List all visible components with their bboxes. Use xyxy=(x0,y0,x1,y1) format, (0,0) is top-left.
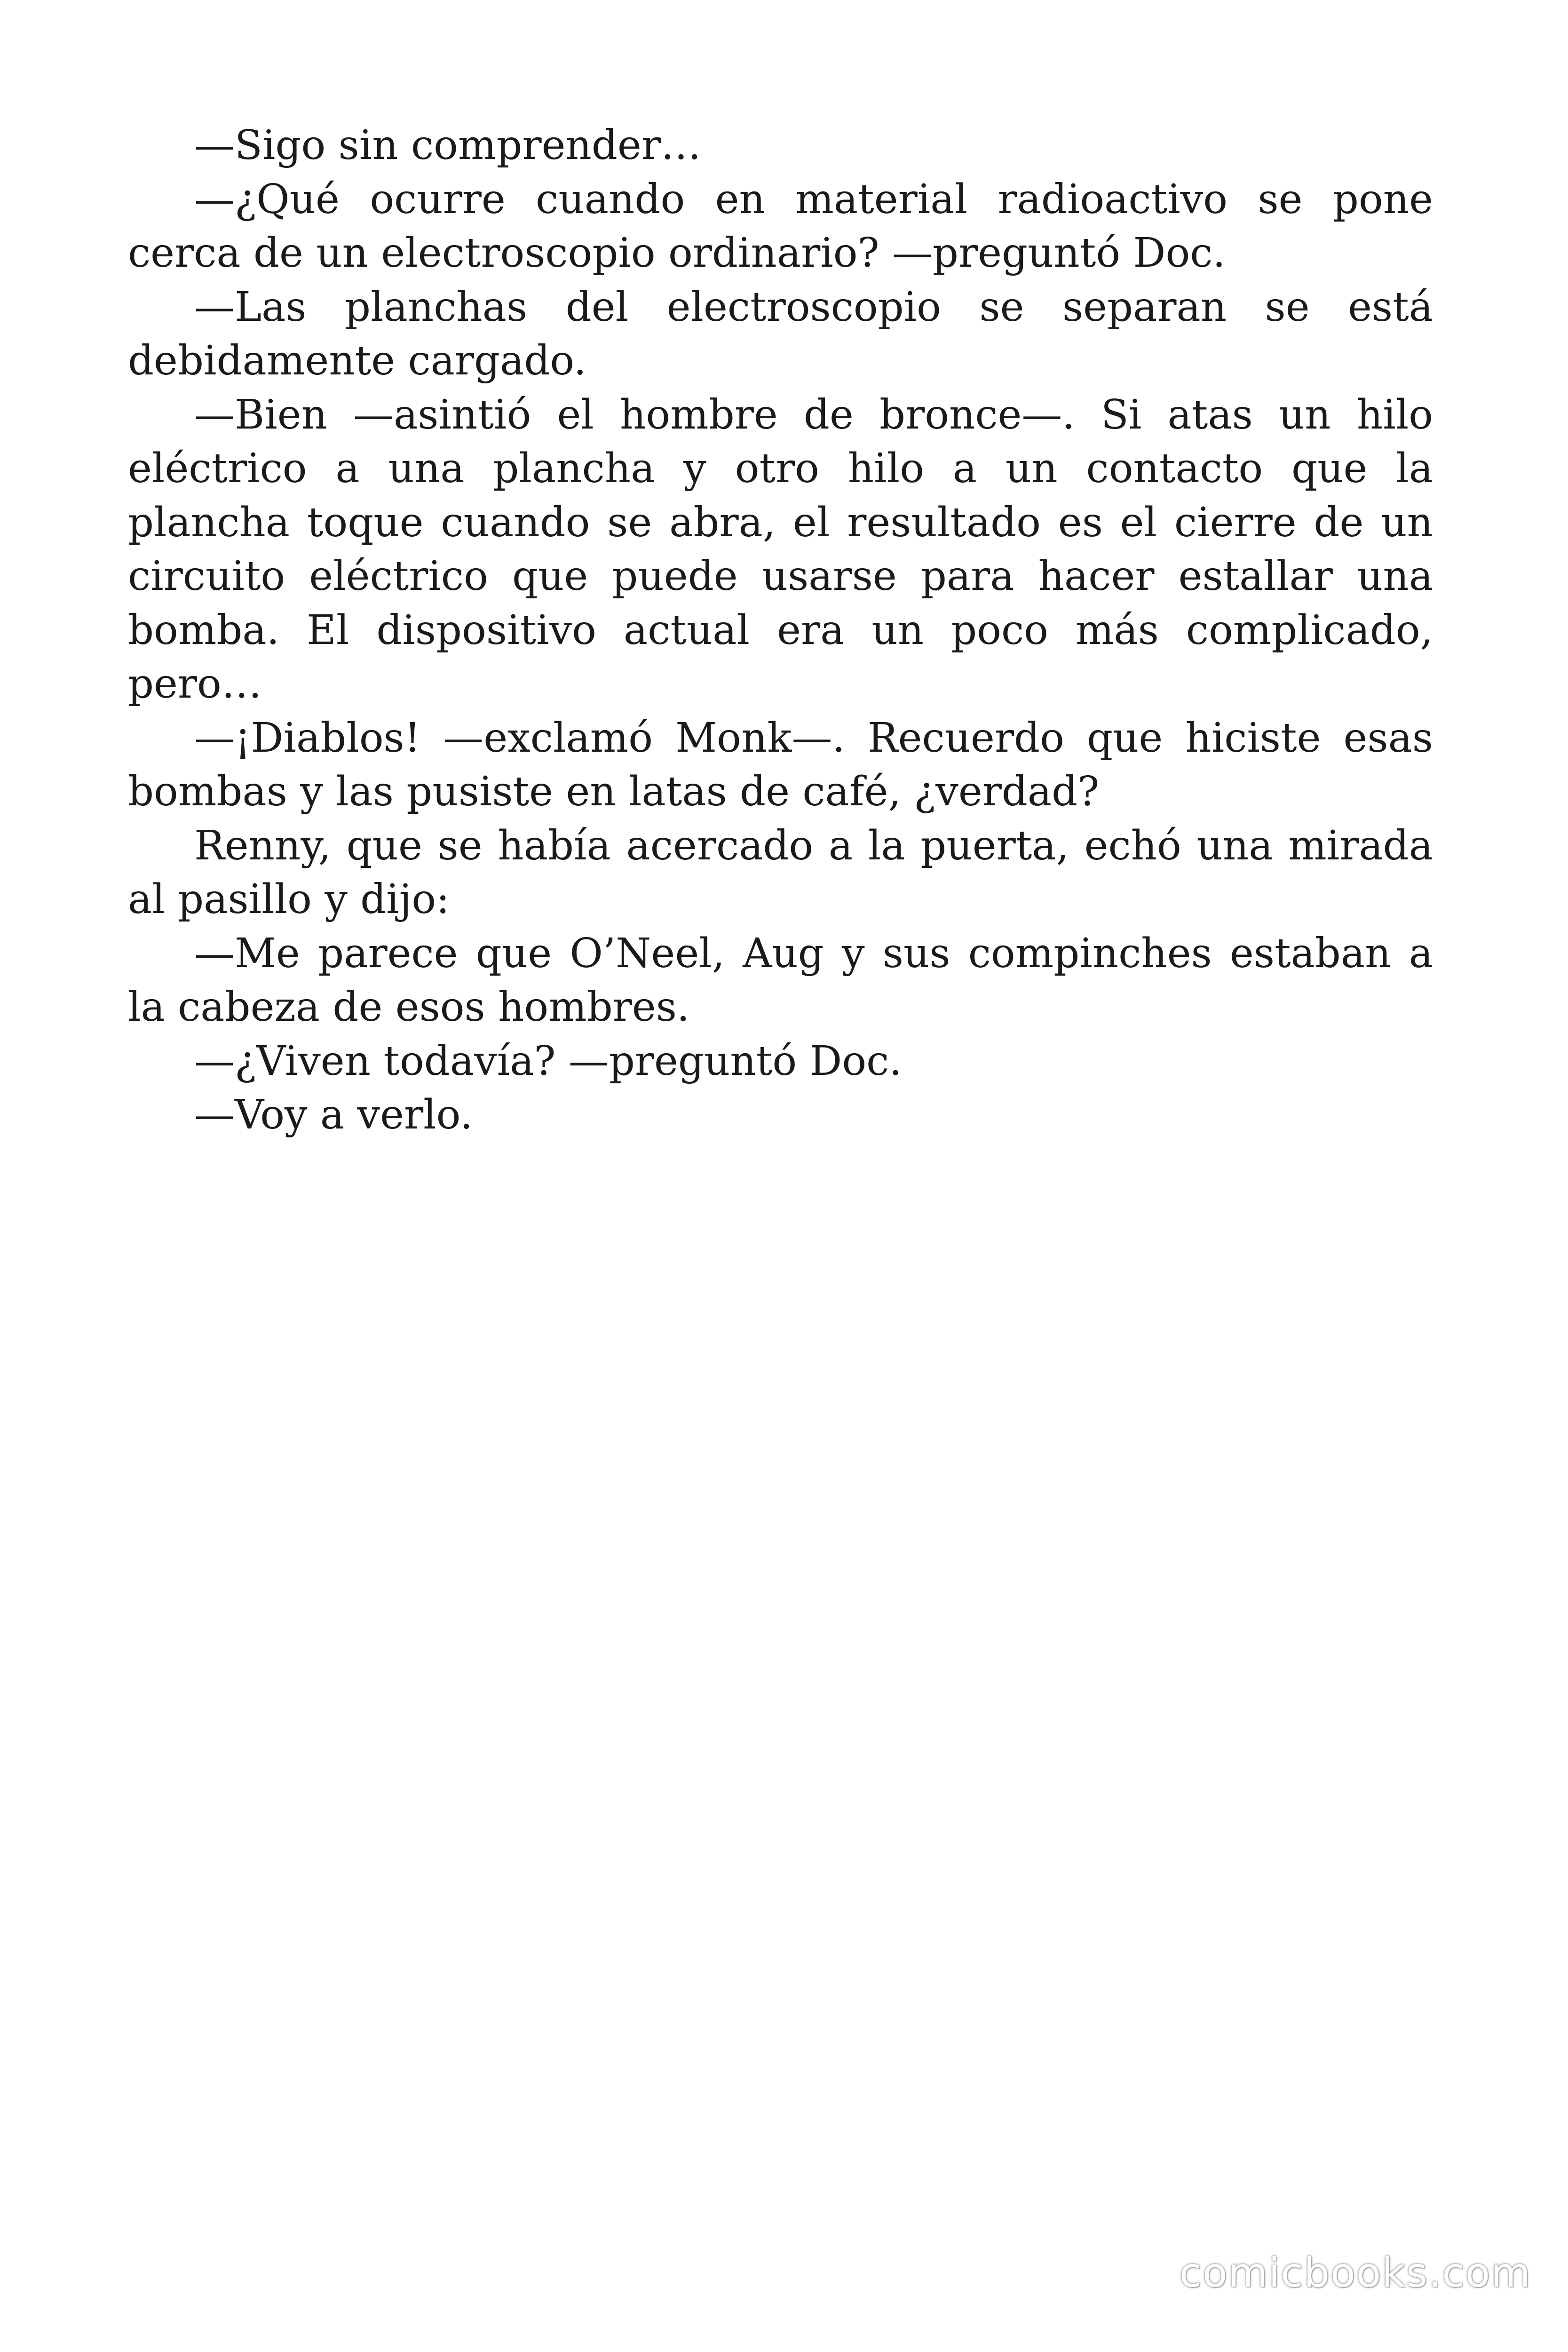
paragraph: —¡Diablos! —exclamó Monk—. Recuerdo que hiciste esas bombas y las pusiste en latas de café, ¿verdad? xyxy=(128,714,1433,815)
paragraph: —Me parece que O’Neel, Aug y sus compinches estaban a la cabeza de esos hombres. xyxy=(128,930,1433,1031)
paragraph: —Voy a verlo. xyxy=(194,1091,473,1138)
paragraph: —Las planchas del electroscopio se separan se está debidamente cargado. xyxy=(128,283,1433,384)
watermark: comicbooks.com xyxy=(1179,2249,1531,2296)
paragraph: —Sigo sin comprender… xyxy=(194,122,701,169)
paragraph: —¿Qué ocurre cuando en material radioactivo se pone cerca de un electroscopio ordinario? —preguntó Doc. xyxy=(128,175,1433,277)
paragraph: Renny, que se había acercado a la puerta, echó una mirada al pasillo y dijo: xyxy=(128,822,1433,923)
paragraph: —¿Viven todavía? —preguntó Doc. xyxy=(194,1037,902,1085)
paragraph: —Bien —asintió el hombre de bronce—. Si atas un hilo eléctrico a una plancha y otro hilo a un contacto que la plancha toque cuando se abra, el resultado es el cierre de un circuito eléctrico que puede usarse para hacer estallar una bomba. El dispositivo actual era un poco más complicado, pero… xyxy=(128,391,1433,707)
body-text xyxy=(128,119,1433,1142)
